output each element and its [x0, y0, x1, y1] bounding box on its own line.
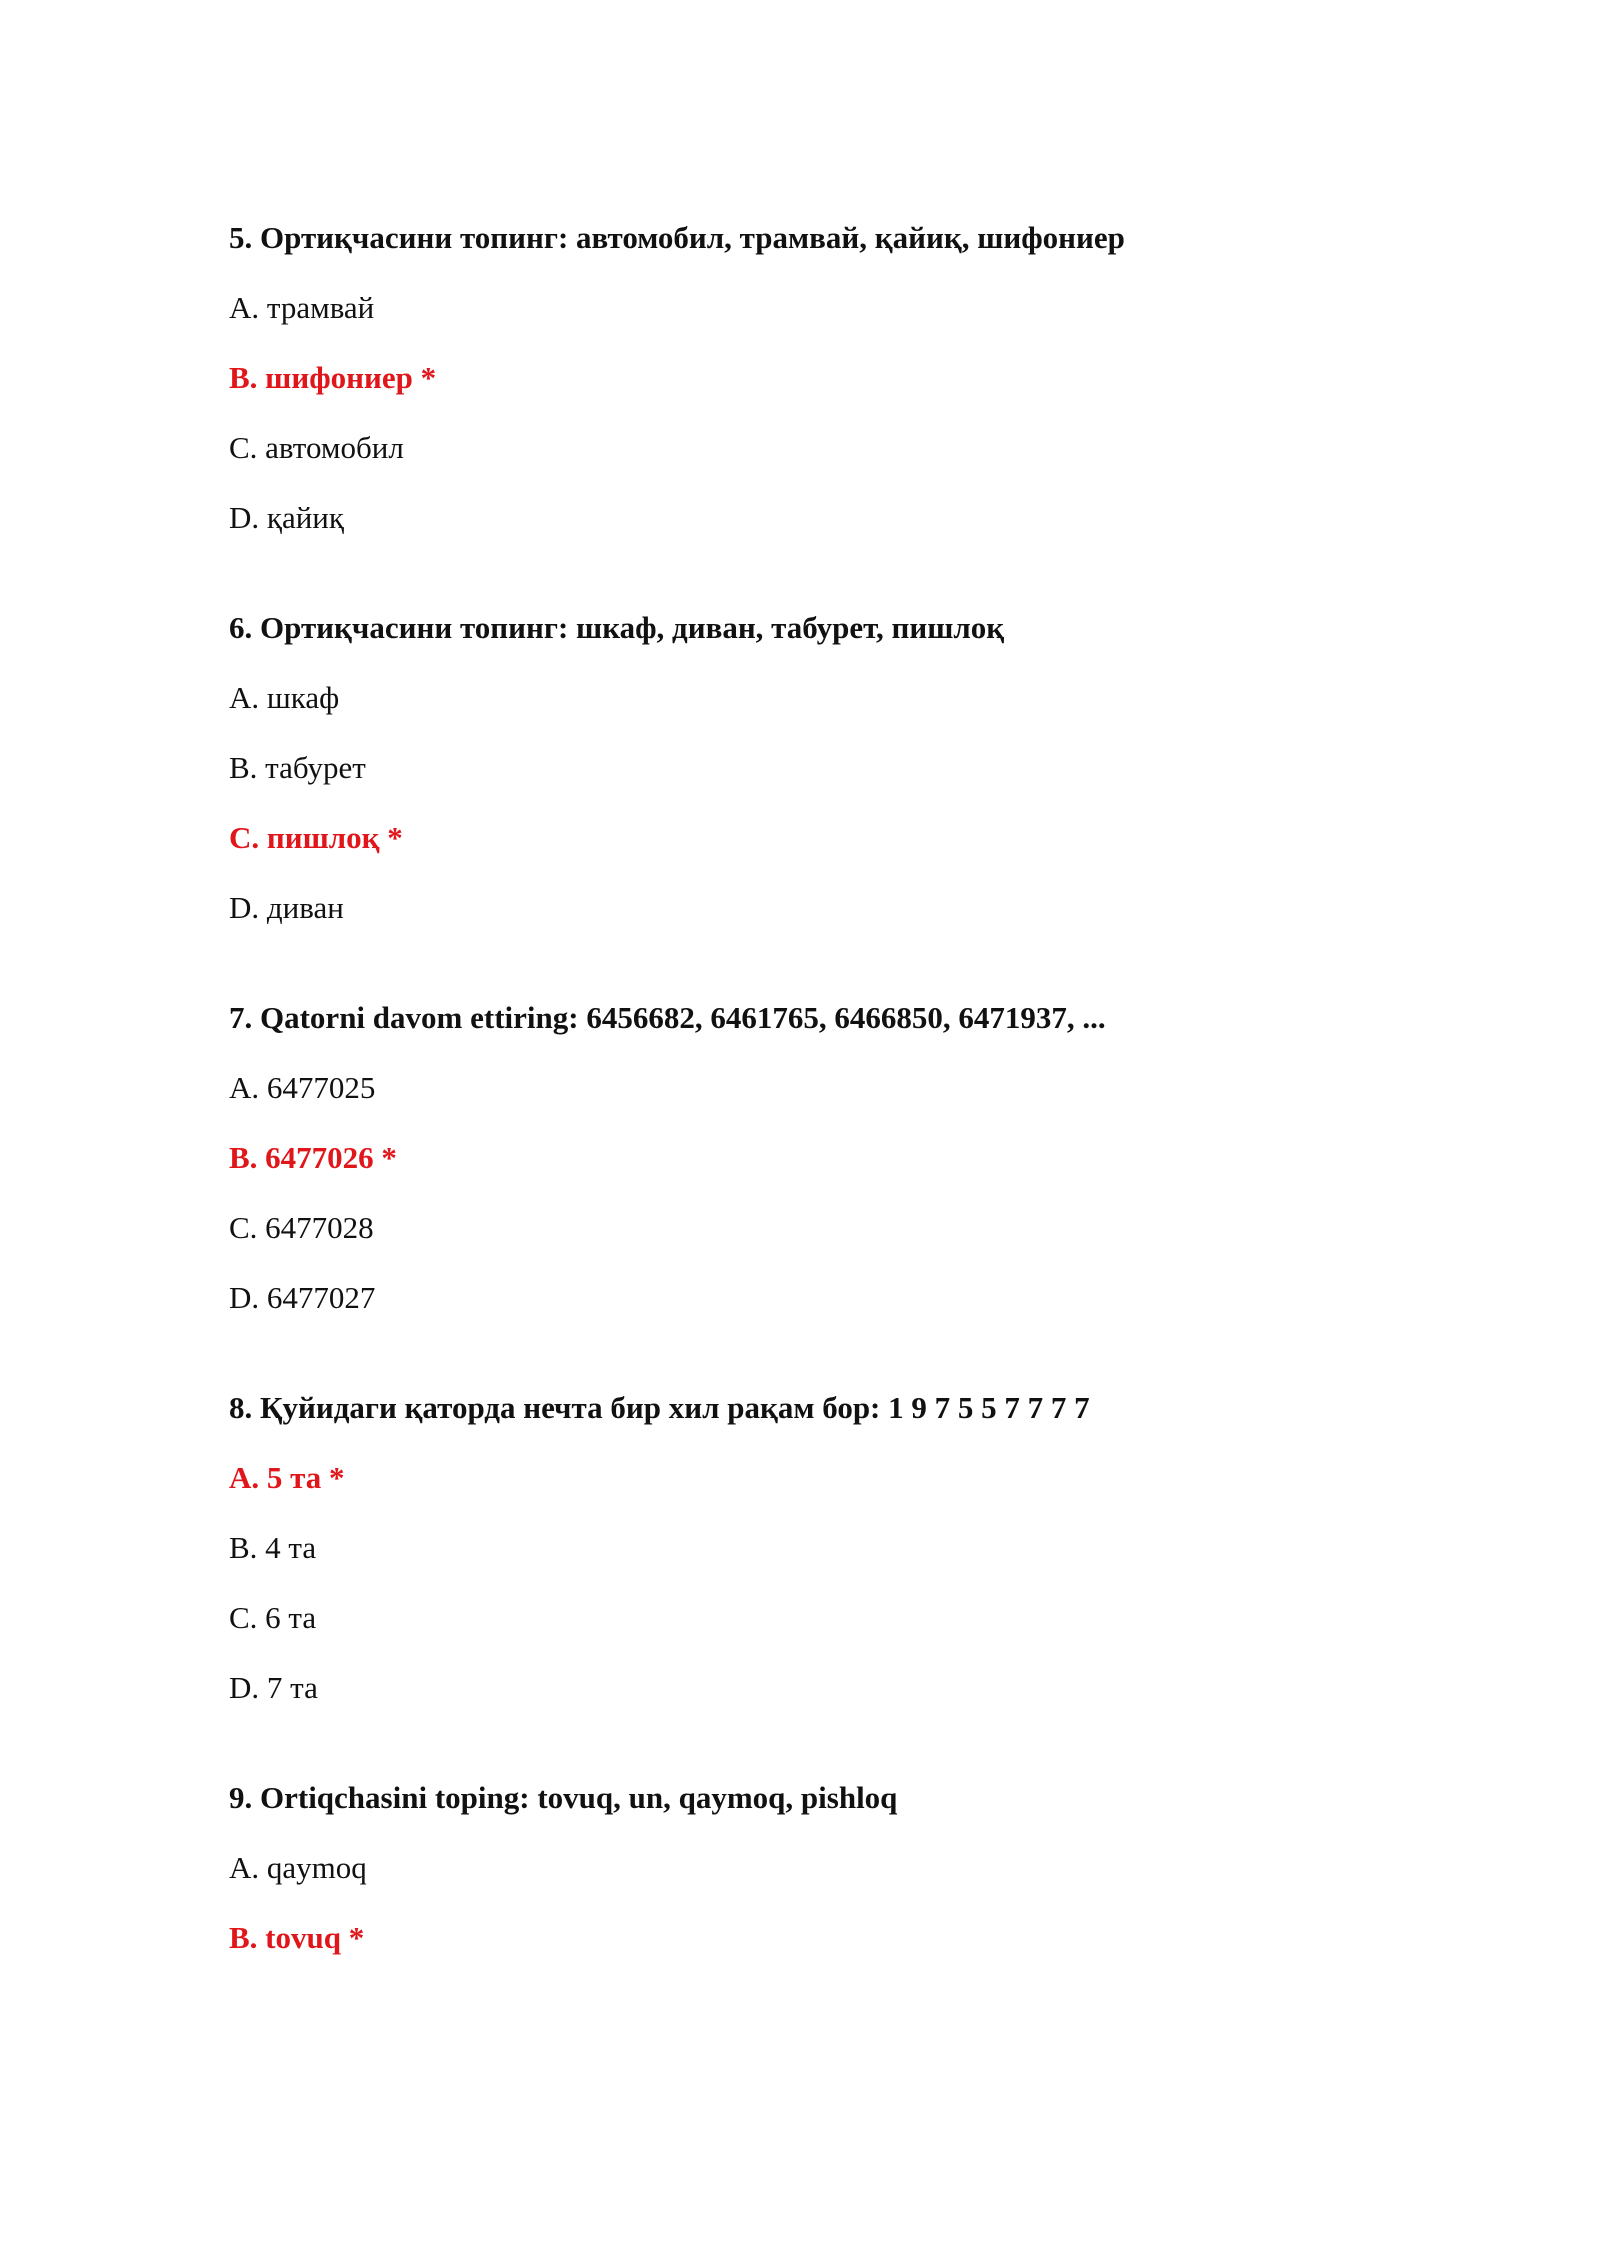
answer-option-c: C. 6 та — [229, 1600, 317, 1635]
answer-option-c: C. автомобил — [229, 430, 404, 465]
question-8 — [229, 1388, 1600, 1708]
question-7 — [229, 998, 1600, 1318]
correct-answer-option-b: B. 6477026 * — [229, 1140, 397, 1175]
answer-option-d: D. қайиқ — [229, 500, 344, 535]
answer-option-c: C. 6477028 — [229, 1210, 374, 1245]
question-text: 5. Ортиқчасини топинг: автомобил, трамвай, қайиқ, шифониер — [229, 220, 1125, 255]
answer-option-a: A. шкаф — [229, 680, 340, 715]
question-6 — [229, 608, 1600, 928]
question-text: 8. Қуйидаги қаторда нечта бир хил рақам бор: 1 9 7 5 5 7 7 7 7 — [229, 1390, 1090, 1425]
answer-option-b: B. табурет — [229, 750, 366, 785]
correct-answer-option-c: C. пишлоқ * — [229, 820, 403, 855]
question-text: 6. Ортиқчасини топинг: шкаф, диван, табурет, пишлоқ — [229, 610, 1005, 645]
question-text: 9. Ortiqchasini toping: tovuq, un, qaymoq, pishloq — [229, 1780, 898, 1815]
answer-option-d: D. 7 та — [229, 1670, 318, 1705]
correct-answer-option-b: B. шифониер * — [229, 360, 437, 395]
question-5 — [229, 218, 1600, 538]
answer-option-a: A. qaymoq — [229, 1850, 367, 1885]
answer-option-a: A. 6477025 — [229, 1070, 376, 1105]
answer-option-a: A. трамвай — [229, 290, 375, 325]
question-9 — [229, 1778, 1600, 1958]
correct-answer-option-b: B. tovuq * — [229, 1920, 365, 1955]
answer-option-d: D. диван — [229, 890, 344, 925]
question-text: 7. Qatorni davom ettiring: 6456682, 6461765, 6466850, 6471937, ... — [229, 1000, 1106, 1035]
answer-option-d: D. 6477027 — [229, 1280, 376, 1315]
correct-answer-option-a: A. 5 та * — [229, 1460, 345, 1495]
answer-option-b: B. 4 та — [229, 1530, 317, 1565]
